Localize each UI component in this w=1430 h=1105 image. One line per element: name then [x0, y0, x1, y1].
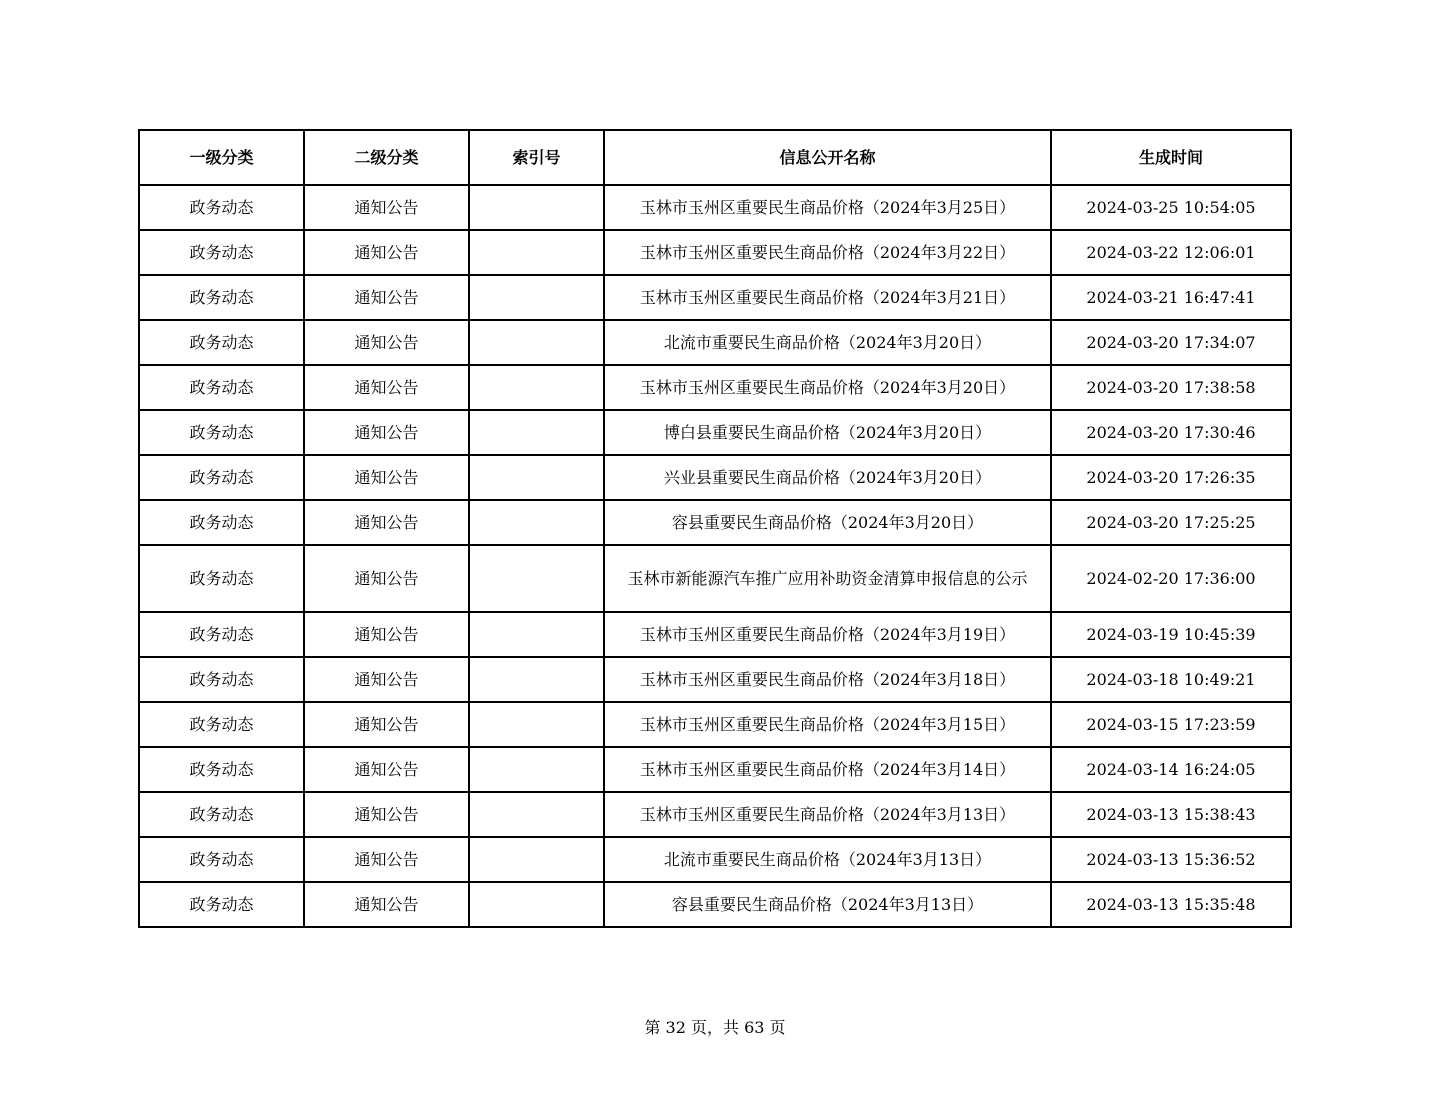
cell-generated-time: 2024-03-15 17:23:59 — [1051, 702, 1291, 747]
cell-category-2: 通知公告 — [304, 185, 469, 230]
cell-category-1: 政务动态 — [139, 837, 304, 882]
cell-category-2: 通知公告 — [304, 657, 469, 702]
cell-generated-time: 2024-03-20 17:25:25 — [1051, 500, 1291, 545]
cell-category-1: 政务动态 — [139, 882, 304, 927]
cell-generated-time: 2024-03-20 17:26:35 — [1051, 455, 1291, 500]
header-category-2: 二级分类 — [304, 130, 469, 185]
cell-index-number — [469, 545, 604, 612]
cell-info-title: 玉林市玉州区重要民生商品价格（2024年3月19日） — [604, 612, 1051, 657]
table-row — [139, 792, 1291, 837]
cell-generated-time: 2024-03-22 12:06:01 — [1051, 230, 1291, 275]
cell-info-title: 玉林市玉州区重要民生商品价格（2024年3月13日） — [604, 792, 1051, 837]
table-row — [139, 410, 1291, 455]
table-row — [139, 545, 1291, 612]
cell-generated-time: 2024-03-13 15:38:43 — [1051, 792, 1291, 837]
cell-index-number — [469, 500, 604, 545]
cell-category-2: 通知公告 — [304, 365, 469, 410]
cell-generated-time: 2024-03-13 15:35:48 — [1051, 882, 1291, 927]
table-body — [139, 185, 1291, 927]
cell-category-1: 政务动态 — [139, 545, 304, 612]
header-category-1: 一级分类 — [139, 130, 304, 185]
cell-category-1: 政务动态 — [139, 410, 304, 455]
cell-generated-time: 2024-03-20 17:30:46 — [1051, 410, 1291, 455]
table-row — [139, 612, 1291, 657]
table-row — [139, 837, 1291, 882]
cell-index-number — [469, 230, 604, 275]
table-header-row — [139, 130, 1291, 185]
cell-category-2: 通知公告 — [304, 882, 469, 927]
cell-info-title: 容县重要民生商品价格（2024年3月20日） — [604, 500, 1051, 545]
cell-index-number — [469, 882, 604, 927]
cell-category-1: 政务动态 — [139, 792, 304, 837]
cell-index-number — [469, 702, 604, 747]
cell-index-number — [469, 275, 604, 320]
header-index-number: 索引号 — [469, 130, 604, 185]
header-generated-time: 生成时间 — [1051, 130, 1291, 185]
cell-info-title: 玉林市新能源汽车推广应用补助资金清算申报信息的公示 — [604, 545, 1051, 612]
cell-index-number — [469, 792, 604, 837]
cell-generated-time: 2024-03-18 10:49:21 — [1051, 657, 1291, 702]
cell-info-title: 玉林市玉州区重要民生商品价格（2024年3月25日） — [604, 185, 1051, 230]
cell-info-title: 玉林市玉州区重要民生商品价格（2024年3月22日） — [604, 230, 1051, 275]
cell-category-2: 通知公告 — [304, 230, 469, 275]
cell-generated-time: 2024-03-25 10:54:05 — [1051, 185, 1291, 230]
cell-category-1: 政务动态 — [139, 657, 304, 702]
cell-category-1: 政务动态 — [139, 320, 304, 365]
cell-category-1: 政务动态 — [139, 702, 304, 747]
cell-category-1: 政务动态 — [139, 185, 304, 230]
cell-index-number — [469, 657, 604, 702]
cell-category-2: 通知公告 — [304, 702, 469, 747]
cell-category-2: 通知公告 — [304, 275, 469, 320]
cell-generated-time: 2024-03-19 10:45:39 — [1051, 612, 1291, 657]
header-info-title: 信息公开名称 — [604, 130, 1051, 185]
cell-category-2: 通知公告 — [304, 612, 469, 657]
cell-category-2: 通知公告 — [304, 545, 469, 612]
cell-category-2: 通知公告 — [304, 320, 469, 365]
cell-generated-time: 2024-03-13 15:36:52 — [1051, 837, 1291, 882]
cell-index-number — [469, 612, 604, 657]
cell-index-number — [469, 747, 604, 792]
table-row — [139, 455, 1291, 500]
table-row — [139, 500, 1291, 545]
cell-category-2: 通知公告 — [304, 455, 469, 500]
cell-info-title: 玉林市玉州区重要民生商品价格（2024年3月20日） — [604, 365, 1051, 410]
cell-generated-time: 2024-03-14 16:24:05 — [1051, 747, 1291, 792]
cell-category-2: 通知公告 — [304, 837, 469, 882]
cell-category-1: 政务动态 — [139, 747, 304, 792]
cell-info-title: 玉林市玉州区重要民生商品价格（2024年3月14日） — [604, 747, 1051, 792]
cell-info-title: 博白县重要民生商品价格（2024年3月20日） — [604, 410, 1051, 455]
cell-category-1: 政务动态 — [139, 455, 304, 500]
cell-info-title: 容县重要民生商品价格（2024年3月13日） — [604, 882, 1051, 927]
table-row — [139, 230, 1291, 275]
cell-category-1: 政务动态 — [139, 500, 304, 545]
cell-index-number — [469, 837, 604, 882]
cell-generated-time: 2024-03-20 17:34:07 — [1051, 320, 1291, 365]
cell-index-number — [469, 410, 604, 455]
cell-index-number — [469, 185, 604, 230]
table-row — [139, 320, 1291, 365]
cell-index-number — [469, 455, 604, 500]
cell-category-2: 通知公告 — [304, 410, 469, 455]
cell-category-2: 通知公告 — [304, 792, 469, 837]
cell-info-title: 玉林市玉州区重要民生商品价格（2024年3月18日） — [604, 657, 1051, 702]
cell-category-1: 政务动态 — [139, 230, 304, 275]
info-disclosure-table — [138, 129, 1292, 928]
cell-category-2: 通知公告 — [304, 747, 469, 792]
cell-info-title: 北流市重要民生商品价格（2024年3月13日） — [604, 837, 1051, 882]
table-row — [139, 747, 1291, 792]
table-row — [139, 882, 1291, 927]
table-row — [139, 185, 1291, 230]
table-row — [139, 365, 1291, 410]
cell-info-title: 北流市重要民生商品价格（2024年3月20日） — [604, 320, 1051, 365]
cell-generated-time: 2024-02-20 17:36:00 — [1051, 545, 1291, 612]
table-row — [139, 702, 1291, 747]
table-row — [139, 275, 1291, 320]
cell-info-title: 兴业县重要民生商品价格（2024年3月20日） — [604, 455, 1051, 500]
cell-category-1: 政务动态 — [139, 275, 304, 320]
cell-category-1: 政务动态 — [139, 365, 304, 410]
cell-info-title: 玉林市玉州区重要民生商品价格（2024年3月21日） — [604, 275, 1051, 320]
cell-generated-time: 2024-03-21 16:47:41 — [1051, 275, 1291, 320]
cell-category-2: 通知公告 — [304, 500, 469, 545]
cell-index-number — [469, 365, 604, 410]
cell-index-number — [469, 320, 604, 365]
table-row — [139, 657, 1291, 702]
cell-info-title: 玉林市玉州区重要民生商品价格（2024年3月15日） — [604, 702, 1051, 747]
cell-generated-time: 2024-03-20 17:38:58 — [1051, 365, 1291, 410]
page-number-footer: 第 32 页，共 63 页 — [644, 1018, 786, 1037]
cell-category-1: 政务动态 — [139, 612, 304, 657]
